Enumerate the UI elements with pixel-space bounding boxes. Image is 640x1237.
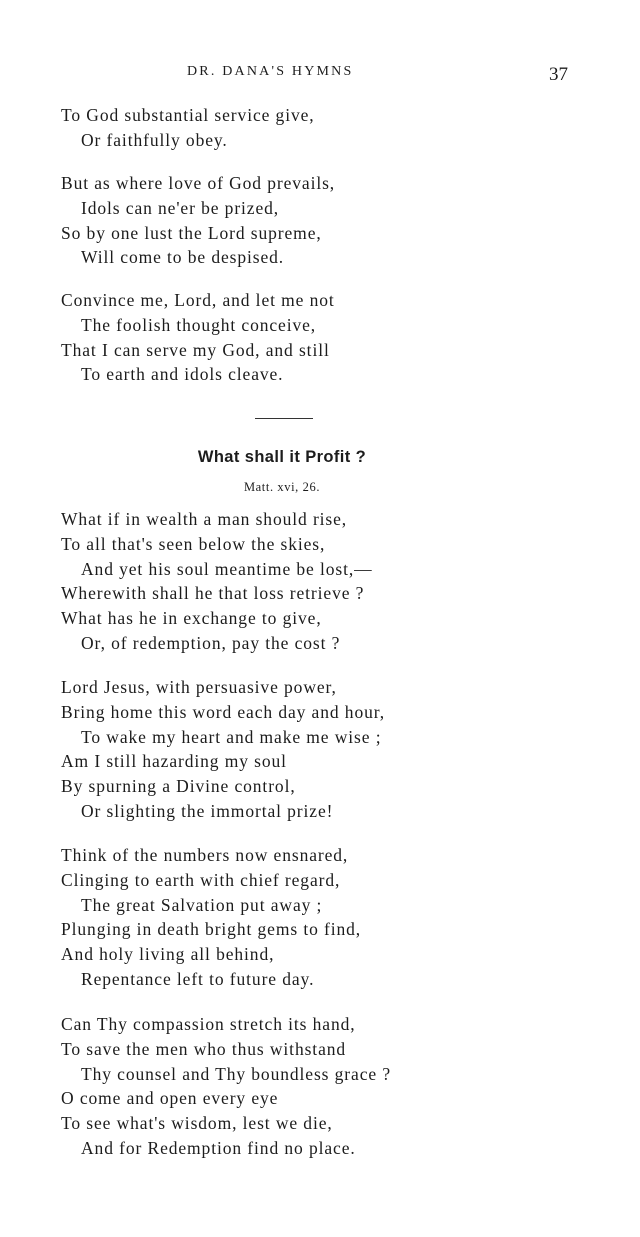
verse-line: To see what's wisdom, lest we die, [61,1113,333,1134]
verse-line: Bring home this word each day and hour, [61,701,386,722]
verse-line: By spurning a Divine control, [61,776,296,797]
verse-line: Wherewith shall he that loss retrieve ? [61,583,365,604]
verse-line: Clinging to earth with chief regard, [61,869,341,890]
verse-line: The great Salvation put away ; [81,894,323,915]
verse-line: The foolish thought conceive, [81,314,317,335]
verse-line: Lord Jesus, with persuasive power, [61,677,337,697]
verse-line: Or slighting the immortal prize! [81,800,334,821]
page-number: 37 [549,64,568,85]
verse-line: To all that's seen below the skies, [61,533,326,554]
hymn-stanza-3 [61,843,361,992]
verse-line: And holy living all behind, [61,944,275,965]
verse-line: Will come to be despised. [81,247,285,268]
verse-line: To earth and idols cleave. [81,364,284,385]
continued-stanza-1 [61,103,315,153]
verse-line: Convince me, Lord, and let me not [61,290,335,310]
verse-line: And yet his soul meantime be lost,— [81,558,373,579]
verse-line: And for Redemption find no place. [81,1137,356,1158]
verse-line: Or faithfully obey. [81,129,228,150]
verse-line: So by one lust the Lord supreme, [61,222,322,243]
verse-line: Repentance left to future day. [81,968,315,989]
hymn-stanza-4 [61,1012,391,1161]
running-head: DR. DANA'S HYMNS [187,64,354,79]
section-divider [255,418,313,419]
verse-line: What has he in exchange to give, [61,608,322,629]
verse-line: Can Thy compassion stretch its hand, [61,1014,356,1034]
verse-line: But as where love of God prevails, [61,173,336,193]
verse-line: Am I still hazarding my soul [61,751,287,772]
scripture-reference: Matt. xvi, 26. [243,480,321,494]
verse-line: Think of the numbers now ensnared, [61,845,349,865]
verse-line: What if in wealth a man should rise, [61,509,348,529]
hymn-title: What shall it Profit ? [197,448,367,466]
verse-line: Idols can ne'er be prized, [81,197,280,218]
continued-stanza-2 [61,171,335,270]
verse-line: That I can serve my God, and still [61,339,330,360]
verse-line: To save the men who thus withstand [61,1038,347,1059]
hymn-stanza-1 [61,507,373,656]
verse-line: Thy counsel and Thy boundless grace ? [81,1063,391,1084]
verse-line: Plunging in death bright gems to find, [61,919,362,940]
continued-stanza-3 [61,288,335,387]
verse-line: O come and open every eye [61,1088,279,1109]
verse-line: To God substantial service give, [61,105,315,125]
hymn-stanza-2 [61,675,385,824]
verse-line: Or, of redemption, pay the cost ? [81,632,341,653]
verse-line: To wake my heart and make me wise ; [81,726,382,747]
